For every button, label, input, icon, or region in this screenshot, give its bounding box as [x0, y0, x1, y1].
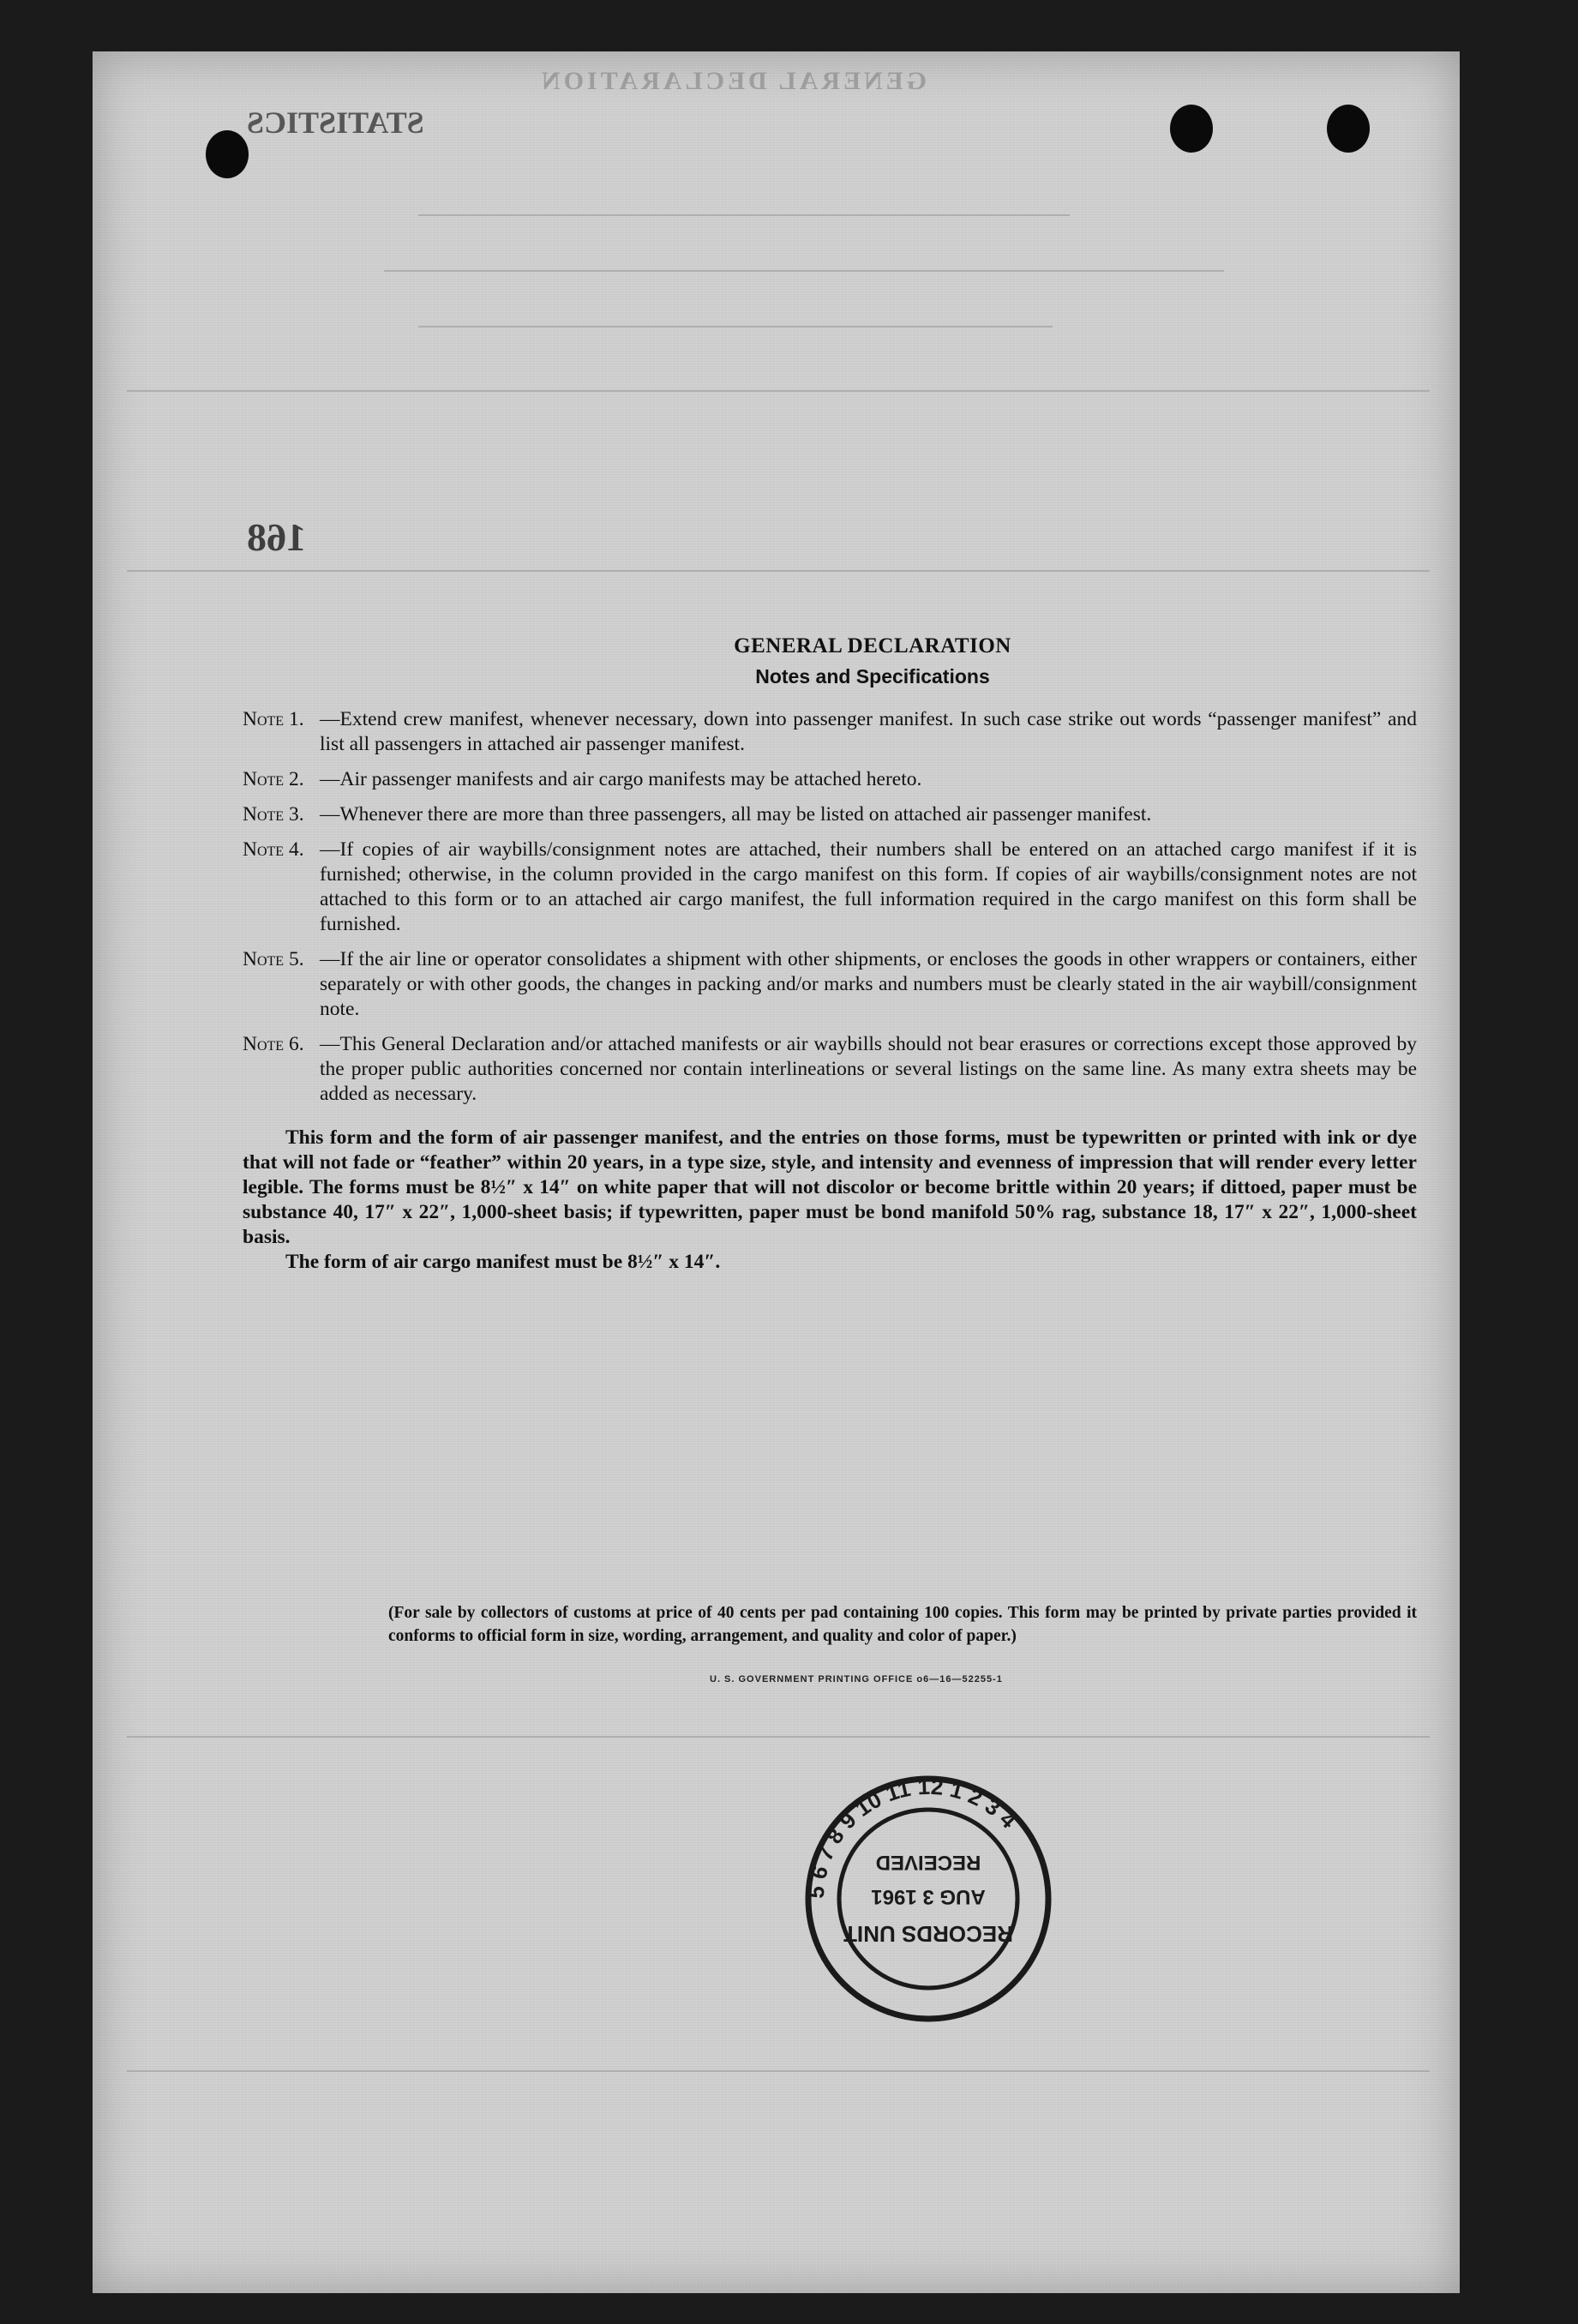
page-title: GENERAL DECLARATION — [734, 634, 1011, 658]
stamp-unit: RECORDS UNIT — [843, 1921, 1013, 1947]
cargo-manifest-size-note: The form of air cargo manifest must be 8½″ x 14″. — [285, 1251, 721, 1273]
note-text: —Extend crew manifest, whenever necessary, down into passenger manifest. In such case strike out words “passenger manifest” and list all passengers in attached air passenger manifest. — [320, 708, 1417, 755]
note-text: —If copies of air waybills/consignment notes are attached, their numbers shall be entered on an attached cargo manifest if it is furnished; otherwise, in the column provided in the cargo manifest on this form. If copies of air waybills/consignment notes are not attached to this form or to an attached air cargo manifest, the full information required in the cargo manifest on this form shall be furnished. — [320, 838, 1417, 935]
received-stamp — [800, 1770, 1057, 2027]
form-requirements-paragraph — [243, 1126, 1417, 1250]
bleed-through-rule — [127, 570, 1430, 572]
punch-hole — [1170, 105, 1213, 153]
punch-hole — [206, 130, 249, 178]
note-5 — [243, 947, 1417, 1022]
page-subtitle: Notes and Specifications — [755, 665, 990, 688]
bleed-through-rule — [127, 390, 1430, 392]
note-2 — [243, 767, 1417, 792]
note-text: —If the air line or operator consolidates a shipment with other shipments, or encloses the goods in other wrappers or containers, either separately or with other goods, the changes in packing and/or marks and numbers must be clearly stated in the air waybill/consignment note. — [320, 948, 1417, 1020]
stamp-status: RECEIVED — [875, 1851, 981, 1874]
note-label: Note 3. — [243, 803, 304, 826]
stamp-ring-digits: 5 6 7 8 9 10 11 12 1 2 3 4 — [802, 1773, 1022, 1900]
form-requirements-text: This form and the form of air passenger manifest, and the entries on those forms, must be typewritten or printed with ink or dye that will not fade or “feather” within 20 years, in a type size, style, and intensity and evenness of impression that will render every letter legible. The forms must be 8½″ x 14″ on white paper that will not discolor or become brittle within 20 years; if dittoed, paper must be substance 40, 17″ x 22″, 1,000-sheet basis; if typewritten, paper must be bond manifold 50% rag, substance 18, 17″ x 22″, 1,000-sheet basis. — [243, 1126, 1417, 1248]
notes-section — [243, 634, 1417, 1275]
printing-office-line: U. S. GOVERNMENT PRINTING OFFICE o6—16—52255-1 — [710, 1674, 1003, 1684]
note-6 — [243, 1032, 1417, 1107]
note-text: —Air passenger manifests and air cargo manifests may be attached hereto. — [320, 768, 922, 790]
bleed-through-rule — [127, 2070, 1430, 2072]
sale-notice: (For sale by collectors of customs at price of 40 cents per pad containing 100 copies. This form may be printed by private parties provided it conforms to official form in size, wording, arrangement, and quality and color of paper.) — [388, 1604, 1417, 1645]
punch-hole — [1327, 105, 1370, 153]
document-page — [93, 51, 1460, 2293]
note-label: Note 2. — [243, 768, 304, 790]
note-label: Note 5. — [243, 948, 304, 970]
bleed-through-rule — [418, 326, 1053, 327]
note-label: Note 6. — [243, 1033, 304, 1055]
note-1 — [243, 707, 1417, 757]
stamp-date: AUG 3 1961 — [871, 1885, 986, 1908]
bleed-through-rule — [127, 1736, 1430, 1738]
note-text: —This General Declaration and/or attached manifests or air waybills should not bear erasures or corrections except those approved by the proper public authorities concerned nor contain interlineations or several listings on the same line. As many extra sheets may be added as necessary. — [320, 1033, 1417, 1105]
bleed-through-rule — [418, 214, 1070, 216]
bleed-through-rule — [384, 270, 1224, 272]
bleed-through-stamp: STATISTICS — [247, 105, 424, 140]
note-label: Note 1. — [243, 708, 304, 730]
note-4 — [243, 838, 1417, 937]
note-text: —Whenever there are more than three passengers, all may be listed on attached air passenger manifest. — [320, 803, 1152, 826]
note-label: Note 4. — [243, 838, 304, 861]
bleed-through-header: GENERAL DECLARATION — [538, 67, 927, 95]
bleed-through-page-number: 168 — [247, 515, 306, 559]
note-3 — [243, 802, 1417, 827]
